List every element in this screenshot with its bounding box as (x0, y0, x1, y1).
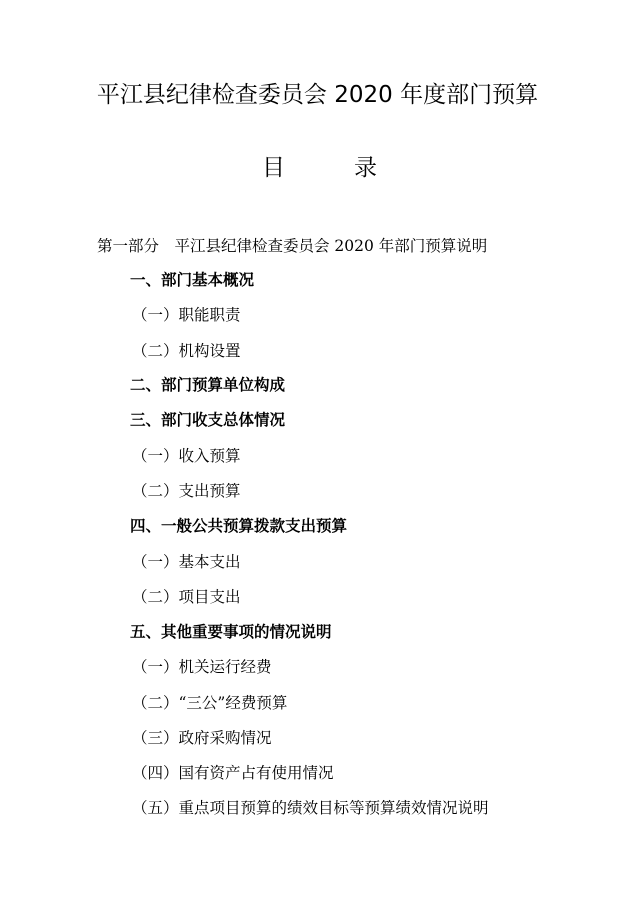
toc-item-5-4: （四）国有资产占有使用情况 (132, 764, 334, 782)
toc-item-5-3: （三）政府采购情况 (132, 729, 272, 747)
toc-part-1: 第一部分 平江县纪律检查委员会 2020 年部门预算说明 (97, 237, 488, 255)
toc-section-1: 一、部门基本概况 (130, 270, 255, 289)
toc-item-1-2: （二）机构设置 (132, 342, 241, 360)
toc-section-3: 三、部门收支总体情况 (130, 410, 286, 429)
toc-item-3-2: （二）支出预算 (132, 482, 241, 500)
toc-section-5: 五、其他重要事项的情况说明 (130, 622, 332, 641)
toc-item-1-1: （一）职能职责 (132, 306, 241, 324)
toc-item-5-1: （一）机关运行经费 (132, 658, 272, 676)
toc-item-4-2: （二）项目支出 (132, 588, 241, 606)
toc-heading-char-2: 录 (354, 155, 377, 181)
toc-item-5-2: （二）“三公”经费预算 (132, 694, 288, 712)
document-title: 平江县纪律检查委员会 2020 年度部门预算 (96, 82, 539, 108)
toc-heading-char-1: 目 (262, 155, 285, 181)
toc-section-4: 四、一般公共预算拨款支出预算 (130, 516, 348, 535)
toc-item-3-1: （一）收入预算 (132, 447, 241, 465)
toc-item-5-5: （五）重点项目预算的绩效目标等预算绩效情况说明 (132, 799, 489, 817)
toc-heading (0, 153, 635, 183)
toc-section-2: 二、部门预算单位构成 (130, 375, 286, 394)
toc-item-4-1: （一）基本支出 (132, 553, 241, 571)
